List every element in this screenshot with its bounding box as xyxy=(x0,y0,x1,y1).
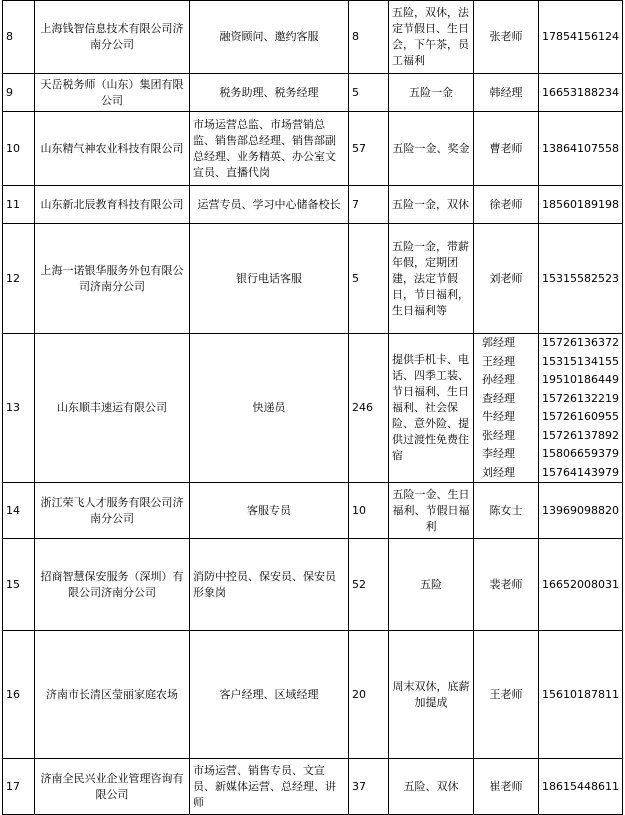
positions: 消防中控员、保安员、保安员形象岗 xyxy=(190,539,349,631)
benefits: 五险一金，带薪年假，定期团建，法定节假日，节日福利，生日福利等 xyxy=(389,224,474,334)
phone-number: 15764143979 xyxy=(542,465,619,479)
positions: 税务助理、税务经理 xyxy=(190,74,349,112)
phone-number: 15726137892 xyxy=(542,428,619,442)
phone-number: 13864107558 xyxy=(539,112,623,186)
row-number: 13 xyxy=(3,334,35,483)
contact-person: 李经理 xyxy=(482,447,515,460)
phone-number: 15315134155 xyxy=(542,354,619,368)
phone-number: 15726160955 xyxy=(542,410,619,423)
contact-person: 曹老师 xyxy=(474,112,539,186)
row-number: 10 xyxy=(3,112,35,186)
row-number: 15 xyxy=(3,539,35,631)
phone-number: 17854156124 xyxy=(539,1,623,74)
table-row xyxy=(3,631,623,759)
company-name: 山东顺丰速运有限公司 xyxy=(35,334,190,483)
row-number: 8 xyxy=(3,1,35,74)
table-row xyxy=(3,1,623,74)
company-name: 招商智慧保安服务（深圳）有限公司济南分公司 xyxy=(35,539,190,631)
job-listing-table xyxy=(2,0,623,815)
table-row xyxy=(3,759,623,815)
row-number: 9 xyxy=(3,74,35,112)
company-name: 山东新北辰教育科技有限公司 xyxy=(35,186,190,224)
table-row xyxy=(3,334,623,483)
contact-person: 崔老师 xyxy=(474,759,539,815)
positions: 客服专员 xyxy=(190,483,349,539)
phone-number: 13969098820 xyxy=(539,483,623,539)
contact-person: 刘经理 xyxy=(482,465,515,479)
contact-person-list xyxy=(474,334,539,483)
headcount: 8 xyxy=(349,1,389,74)
contact-person: 孙经理 xyxy=(482,373,515,386)
contact-person: 王老师 xyxy=(474,631,539,759)
headcount: 20 xyxy=(349,631,389,759)
row-number: 14 xyxy=(3,483,35,539)
contact-person: 查经理 xyxy=(482,391,515,405)
phone-number: 16652008031 xyxy=(539,539,623,631)
contact-person: 刘老师 xyxy=(474,224,539,334)
row-number: 12 xyxy=(3,224,35,334)
table-row xyxy=(3,186,623,224)
contact-person: 徐老师 xyxy=(474,186,539,224)
contact-person: 韩经理 xyxy=(474,74,539,112)
contact-person: 王经理 xyxy=(482,354,515,368)
company-name: 上海一诺银华服务外包有限公司济南分公司 xyxy=(35,224,190,334)
positions: 市场运营总监、市场营销总监、销售部总经理、销售部副总经理、业务精英、办公室文宣员、直播代岗 xyxy=(190,112,349,186)
positions: 融资顾问、邀约客服 xyxy=(190,1,349,74)
contact-person: 陈女士 xyxy=(474,483,539,539)
benefits: 周末双休，底薪加提成 xyxy=(389,631,474,759)
company-name: 上海钱智信息技术有限公司济南分公司 xyxy=(35,1,190,74)
table-row xyxy=(3,539,623,631)
benefits: 五险一金、生日福利、节假日福利 xyxy=(389,483,474,539)
phone-number: 16653188234 xyxy=(539,74,623,112)
company-name: 山东精气神农业科技有限公司 xyxy=(35,112,190,186)
phone-number: 15315582523 xyxy=(539,224,623,334)
benefits: 五险一金，双休 xyxy=(389,186,474,224)
company-name: 浙江荣飞人才服务有限公司济南分公司 xyxy=(35,483,190,539)
phone-number: 18560189198 xyxy=(539,186,623,224)
row-number: 17 xyxy=(3,759,35,815)
contact-person: 张老师 xyxy=(474,1,539,74)
company-name: 济南市长清区莹丽家庭农场 xyxy=(35,631,190,759)
table-row xyxy=(3,112,623,186)
headcount: 10 xyxy=(349,483,389,539)
company-name: 济南全民兴业企业管理咨询有限公司 xyxy=(35,759,190,815)
headcount: 7 xyxy=(349,186,389,224)
positions: 客户经理、区域经理 xyxy=(190,631,349,759)
phone-number: 15726136372 xyxy=(542,336,619,349)
row-number: 11 xyxy=(3,186,35,224)
positions: 快递员 xyxy=(190,334,349,483)
benefits: 五险、双休 xyxy=(389,759,474,815)
headcount: 57 xyxy=(349,112,389,186)
benefits: 五险 xyxy=(389,539,474,631)
positions: 银行电话客服 xyxy=(190,224,349,334)
headcount: 52 xyxy=(349,539,389,631)
row-number: 16 xyxy=(3,631,35,759)
headcount: 37 xyxy=(349,759,389,815)
headcount: 246 xyxy=(349,334,389,483)
phone-number: 15726132219 xyxy=(542,391,619,405)
positions: 市场运营、销售专员、文宣员、新媒体运营、总经理、讲师 xyxy=(190,759,349,815)
table-row xyxy=(3,74,623,112)
phone-number-list xyxy=(539,334,623,483)
company-name: 天岳税务师（山东）集团有限公司 xyxy=(35,74,190,112)
phone-number: 18615448611 xyxy=(539,759,623,815)
benefits: 五险，双休，法定节假日、生日会，下午茶，员工福利 xyxy=(389,1,474,74)
phone-number: 15806659379 xyxy=(542,447,619,460)
phone-number: 15610187811 xyxy=(539,631,623,759)
positions: 运营专员、学习中心储备校长 xyxy=(190,186,349,224)
benefits: 提供手机卡、电话、四季工装、节日福利、生日福利、社会保险、意外险、提供过渡性免费住宿 xyxy=(389,334,474,483)
contact-person: 牛经理 xyxy=(482,410,515,423)
benefits: 五险一金、奖金 xyxy=(389,112,474,186)
contact-person: 郭经理 xyxy=(482,336,515,349)
benefits: 五险一金 xyxy=(389,74,474,112)
headcount: 5 xyxy=(349,74,389,112)
phone-number: 19510186449 xyxy=(542,373,619,386)
contact-person: 裴老师 xyxy=(474,539,539,631)
table-row xyxy=(3,483,623,539)
contact-person: 张经理 xyxy=(482,428,515,442)
table-row xyxy=(3,224,623,334)
headcount: 5 xyxy=(349,224,389,334)
